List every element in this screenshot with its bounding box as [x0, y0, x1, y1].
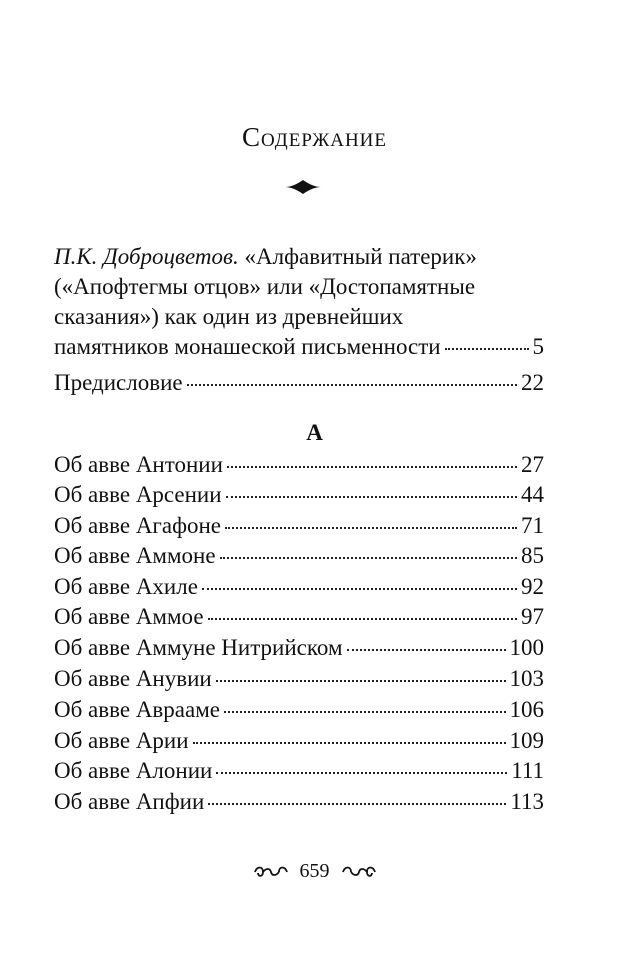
entry-page-number: 111 — [511, 758, 544, 783]
toc-entry[interactable] — [54, 482, 544, 512]
entry-page-number: 44 — [521, 482, 544, 507]
intro-entry[interactable] — [54, 242, 544, 362]
leader-dots — [216, 680, 506, 682]
intro-author: П.К. Доброцветов. — [54, 244, 239, 269]
entry-page-number: 113 — [510, 789, 544, 814]
leader-dots — [347, 649, 506, 651]
intro-title-line3: сказания») как один из древнейших — [54, 304, 404, 329]
entry-label: Об авве Апфии — [54, 789, 205, 814]
leader-dots — [208, 803, 506, 805]
leader-dots — [187, 384, 517, 386]
leader-dots — [202, 588, 517, 590]
entry-page-number: 85 — [521, 543, 544, 568]
entry-label: Об авве Агафоне — [54, 513, 221, 538]
preface-entry[interactable] — [54, 370, 544, 400]
entry-label: Об авве Аврааме — [54, 697, 220, 722]
entry-page-number: 27 — [521, 452, 544, 477]
entry-label: Об авве Ахиле — [54, 574, 198, 599]
toc-entry[interactable] — [54, 604, 544, 634]
toc-entry[interactable] — [54, 728, 544, 758]
leader-dots — [445, 348, 529, 350]
diamond-ornament-icon — [283, 179, 323, 195]
toc-entry[interactable] — [54, 513, 544, 543]
entry-page-number: 97 — [521, 604, 544, 629]
intro-title-line1: «Алфавитный патерик» — [238, 244, 477, 269]
entry-label: Об авве Алонии — [54, 758, 213, 783]
entry-page-number: 22 — [521, 370, 544, 395]
leader-dots — [216, 772, 507, 774]
entry-page-number: 100 — [509, 635, 544, 660]
intro-title-line4: памятников монашеской письменности — [54, 334, 441, 359]
intro-title-line2: («Апофтегмы отцов» или «Достопамятные — [54, 274, 476, 299]
entry-page-number: 103 — [509, 666, 544, 691]
toc-entry[interactable] — [54, 543, 544, 573]
leader-dots — [225, 527, 517, 529]
section-letter: А — [306, 420, 323, 445]
toc-entry[interactable] — [54, 574, 544, 604]
entry-page-number: 109 — [509, 728, 544, 753]
entry-label: Предисловие — [54, 370, 183, 395]
toc-entry[interactable] — [54, 635, 544, 665]
toc-entry[interactable] — [54, 666, 544, 696]
scroll-ornament-icon — [341, 865, 377, 879]
toc-entry[interactable] — [54, 758, 544, 788]
toc-entry[interactable] — [54, 697, 544, 727]
scroll-ornament-icon — [253, 865, 289, 879]
entry-label: Об авве Анувии — [54, 666, 212, 691]
toc-entry[interactable] — [54, 452, 544, 482]
leader-dots — [227, 466, 517, 468]
leader-dots — [208, 618, 517, 620]
entry-label: Об авве Арсении — [54, 482, 222, 507]
entry-page-number: 71 — [521, 513, 544, 538]
page-footer — [0, 860, 629, 883]
leader-dots — [193, 742, 506, 744]
leader-dots — [224, 711, 506, 713]
entry-label: Об авве Антонии — [54, 452, 223, 477]
page-title: Содержание — [241, 122, 388, 152]
entry-page-number: 92 — [521, 574, 544, 599]
entry-label: Об авве Аммоне — [54, 543, 216, 568]
entry-label: Об авве Аммуне Нитрийском — [54, 635, 343, 660]
entry-label: Об авве Аммое — [54, 604, 204, 629]
toc-entry[interactable] — [54, 789, 544, 819]
entry-page-number: 106 — [509, 697, 544, 722]
leader-dots — [226, 496, 517, 498]
intro-page-number: 5 — [532, 334, 544, 359]
entry-label: Об авве Арии — [54, 728, 189, 753]
page-number: 659 — [299, 860, 330, 882]
leader-dots — [220, 557, 517, 559]
